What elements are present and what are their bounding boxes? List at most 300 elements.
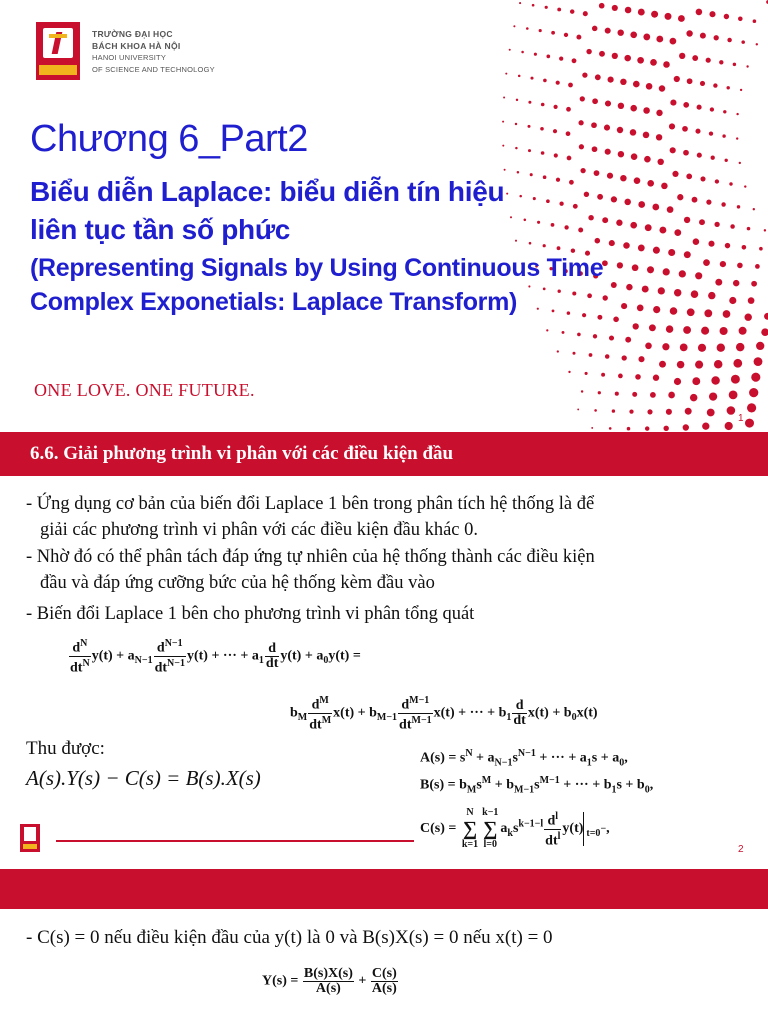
decorative-dot: [537, 308, 539, 310]
decorative-dot: [505, 73, 507, 75]
decorative-dot: [737, 263, 743, 269]
decorative-dot: [680, 344, 688, 352]
decorative-dot: [710, 107, 714, 111]
decorative-dot: [618, 103, 624, 109]
decorative-dot: [708, 241, 714, 247]
decorative-dot: [532, 4, 535, 7]
decorative-dot: [540, 127, 544, 131]
decorative-dot: [612, 5, 618, 11]
decorative-dot: [612, 53, 618, 59]
decorative-dot: [674, 76, 680, 82]
decorative-dot: [717, 344, 725, 352]
decorative-dot: [598, 391, 601, 394]
decorative-dot: [744, 185, 746, 187]
decorative-dot: [674, 378, 681, 385]
decorative-dot: [756, 342, 764, 350]
decorative-dot: [736, 343, 744, 351]
decorative-dot: [579, 144, 584, 149]
decorative-dot: [630, 129, 637, 136]
decorative-dot: [566, 107, 571, 112]
slide-3-bullet: - C(s) = 0 nếu điều kiện đầu của y(t) là 0 và B(s)X(s) = 0 nếu x(t) = 0: [26, 927, 553, 948]
decorative-dot: [764, 229, 766, 231]
decorative-dot: [733, 280, 739, 286]
decorative-dot: [557, 8, 561, 12]
decorative-dot: [658, 287, 665, 294]
differential-equation-left: $\frac{d^N}{dt^N}$ $y(t) + a_{N-1}$ $\frac{d^{N-1}}{dt^{N-1}}$ y(t) + ··· + $a_1$ $\frac{d}{dt}$ $y(t) + a_0y(t)$ =: [70, 638, 361, 676]
decorative-dot: [754, 357, 763, 366]
decorative-dot: [592, 98, 598, 104]
decorative-dot: [707, 409, 715, 417]
decorative-dot: [617, 262, 623, 268]
section-title: 6.6. Giải phương trình vi phân với các điều kiện đầu: [30, 443, 454, 464]
decorative-dot: [618, 151, 624, 157]
decorative-dot: [742, 245, 747, 250]
decorative-dot: [759, 247, 763, 251]
slide-3-header-band: [0, 869, 768, 909]
bullet-1-line-2: giải các phương trình vi phân với các điều kiện đầu khác 0.: [40, 520, 478, 540]
decorative-dot: [645, 342, 652, 349]
decorative-dot: [670, 147, 676, 153]
decorative-dot: [725, 422, 733, 430]
decorative-dot: [663, 61, 670, 68]
decorative-dot: [652, 204, 659, 211]
page-number-2: 2: [738, 844, 744, 855]
decorative-dot: [597, 315, 602, 320]
section-header: [0, 432, 768, 476]
decorative-dot: [647, 409, 652, 414]
decorative-dot: [526, 27, 529, 30]
decorative-dot: [602, 295, 607, 300]
decorative-dot: [740, 89, 742, 91]
decorative-dot: [631, 153, 638, 160]
decorative-dot: [739, 162, 741, 164]
decorative-dot: [515, 123, 517, 125]
decorative-dot: [683, 424, 689, 430]
decorative-dot: [670, 38, 677, 45]
decorative-dot: [747, 227, 751, 231]
decorative-dot: [642, 286, 649, 293]
decorative-dot: [568, 83, 573, 88]
decorative-dot: [659, 361, 666, 368]
decorative-dot: [519, 195, 522, 198]
decorative-dot: [713, 83, 717, 87]
decorative-dot: [749, 388, 758, 397]
decorative-dot: [554, 153, 558, 157]
decorative-dot: [668, 392, 675, 399]
decorative-dot: [745, 419, 754, 428]
decorative-dot: [556, 178, 560, 182]
result-equation: A(s).Y(s) − C(s) = B(s).X(s): [26, 766, 261, 790]
decorative-dot: [630, 31, 637, 38]
decorative-dot: [659, 85, 665, 91]
decorative-dot: [591, 122, 597, 128]
decorative-dot: [528, 101, 531, 104]
decorative-dot: [709, 131, 713, 135]
decorative-dot: [593, 334, 597, 338]
decorative-dot: [623, 242, 630, 249]
decorative-dot: [692, 197, 698, 203]
decorative-dot: [708, 292, 715, 299]
decorative-dot: [605, 100, 611, 106]
decorative-dot: [657, 159, 663, 165]
decorative-dot: [647, 180, 654, 187]
decorative-dot: [615, 392, 619, 396]
decorative-dot: [629, 409, 633, 413]
decorative-dot: [736, 137, 738, 139]
decorative-dot: [693, 238, 700, 245]
decorative-dot: [517, 171, 520, 174]
decorative-dot: [637, 57, 644, 64]
decorative-dot: [587, 293, 592, 298]
subtitle-line-1: Biểu diễn Laplace: biểu diễn tín hiệu: [30, 176, 505, 207]
decorative-dot: [599, 3, 605, 9]
decorative-dot: [583, 11, 588, 16]
decorative-dot: [541, 103, 545, 107]
decorative-dot: [584, 192, 589, 197]
decorative-dot: [620, 175, 626, 181]
decorative-dot: [521, 51, 524, 54]
decorative-dot: [577, 408, 579, 410]
decorative-dot: [674, 289, 681, 296]
decorative-dot: [556, 81, 560, 85]
decorative-dot: [589, 353, 593, 357]
decorative-dot: [761, 328, 768, 336]
decorative-dot: [720, 327, 728, 335]
decorative-dot: [723, 110, 726, 113]
decorative-dot: [573, 204, 578, 209]
decorative-dot: [697, 153, 702, 158]
decorative-dot: [727, 38, 731, 42]
decorative-dot: [537, 221, 540, 224]
decorative-dot: [684, 217, 690, 223]
decorative-dot: [546, 329, 548, 331]
decorative-dot: [637, 305, 644, 312]
decorative-dot: [594, 409, 597, 412]
decorative-dot: [682, 126, 688, 132]
decorative-dot: [502, 145, 504, 147]
decorative-dot: [647, 266, 654, 273]
decorative-dot: [558, 290, 561, 293]
decorative-dot: [662, 343, 669, 350]
decorative-dot: [665, 13, 672, 20]
decorative-dot: [646, 83, 653, 90]
decorative-dot: [513, 25, 515, 27]
decorative-dot: [755, 264, 760, 269]
decorative-dot: [570, 9, 574, 13]
decorative-dot: [643, 132, 650, 139]
output-transform-equation: Y(s) = $\frac{B(s)X(s)}{A(s)}$ + $\frac{C(s)}{A(s)}$: [262, 966, 397, 996]
decorative-dot: [687, 308, 695, 316]
decorative-dot: [595, 74, 601, 80]
decorative-dot: [580, 168, 585, 173]
decorative-dot: [611, 196, 617, 202]
decorative-dot: [543, 79, 547, 83]
decorative-dot: [546, 199, 550, 203]
decorative-dot: [633, 323, 639, 329]
decorative-dot: [656, 134, 662, 140]
decorative-dot: [630, 105, 637, 112]
decorative-dot: [602, 217, 608, 223]
decorative-dot: [618, 30, 624, 36]
decorative-dot: [597, 194, 603, 200]
decorative-dot: [585, 372, 588, 375]
title-slide: [0, 0, 768, 432]
decorative-dot: [670, 307, 678, 315]
decorative-dot: [506, 193, 508, 195]
decorative-dot: [663, 426, 668, 431]
bullet-1-line-1: - Ứng dụng cơ bản của biến đổi Laplace 1 bên trong phân tích hệ thống là để: [26, 494, 595, 514]
decorative-dot: [720, 261, 726, 267]
decorative-dot: [695, 361, 703, 369]
decorative-dot: [625, 337, 631, 343]
decorative-dot: [725, 159, 728, 162]
decorative-dot: [580, 96, 585, 101]
decorative-dot: [572, 291, 576, 295]
decorative-dot: [738, 17, 743, 22]
decorative-dot: [543, 175, 547, 179]
decorative-dot: [746, 65, 748, 67]
decorative-dot: [701, 327, 709, 335]
university-line-1: TRƯỜNG ĐẠI HỌC: [92, 29, 173, 39]
university-line-2: BÁCH KHOA HÀ NỘI: [92, 41, 181, 51]
decorative-dot: [700, 81, 705, 86]
decorative-dot: [729, 297, 736, 304]
decorative-dot: [714, 35, 719, 40]
decorative-dot: [668, 249, 675, 256]
decorative-dot: [564, 33, 568, 37]
decorative-dot: [559, 202, 563, 206]
decorative-dot: [638, 356, 644, 362]
content-slide: [0, 432, 768, 869]
decorative-dot: [649, 324, 656, 331]
decorative-dot: [576, 35, 581, 40]
decorative-dot: [609, 427, 612, 430]
decorative-dot: [699, 219, 705, 225]
decorative-dot: [692, 55, 698, 61]
decorative-dot: [632, 264, 639, 271]
decorative-dot: [715, 279, 722, 286]
decorative-dot: [721, 202, 725, 206]
decorative-dot: [601, 373, 605, 377]
polynomial-c: C(s) = N ∑ k=1 k−1 ∑ l=0 $a_ks^{k-1-l}$ $\frac{d^l}{dt^l}$ y(t) $_{t=0^-}$,: [420, 807, 610, 850]
decorative-dot: [729, 182, 732, 185]
decorative-dot: [714, 222, 719, 227]
decorative-dot: [729, 390, 738, 399]
decorative-dot: [643, 107, 650, 114]
decorative-dot: [704, 309, 712, 317]
decorative-dot: [702, 423, 709, 430]
decorative-dot: [551, 223, 555, 227]
polynomial-b: $B(s) = b_Ms^M + b_{M-1}s^{M-1}$ + ··· + $b_1s + b_0$,: [420, 775, 654, 796]
decorative-dot: [543, 288, 546, 291]
decorative-dot: [516, 99, 518, 101]
decorative-dot: [539, 29, 542, 32]
decorative-dot: [533, 197, 536, 200]
decorative-dot: [519, 2, 521, 4]
decorative-dot: [502, 121, 504, 123]
decorative-dot: [578, 228, 583, 233]
decorative-dot: [633, 81, 640, 88]
decorative-dot: [677, 194, 683, 200]
decorative-dot: [635, 374, 641, 380]
decorative-dot: [737, 205, 740, 208]
decorative-dot: [687, 78, 693, 84]
decorative-dot: [608, 77, 614, 83]
decorative-dot: [572, 352, 575, 355]
decorative-dot: [719, 60, 723, 64]
decorative-dot: [524, 219, 527, 222]
decorative-dot: [677, 361, 685, 369]
decorative-dot: [700, 33, 706, 39]
decorative-dot: [518, 75, 521, 78]
decorative-dot: [686, 174, 692, 180]
decorative-dot: [530, 77, 533, 80]
decorative-dot: [691, 290, 699, 298]
decorative-dot: [683, 150, 689, 156]
decorative-dot: [679, 270, 686, 277]
decorative-dot: [613, 316, 619, 322]
decorative-dot: [618, 374, 623, 379]
tagline: ONE LOVE. ONE FUTURE.: [34, 380, 255, 400]
chapter-title: Chương 6_Part2: [30, 118, 308, 160]
decorative-dot: [731, 375, 740, 384]
decorative-dot: [527, 125, 530, 128]
bullet-3: - Biến đổi Laplace 1 bên cho phương trình vi phân tổng quát: [26, 604, 475, 624]
decorative-dot: [672, 171, 678, 177]
decorative-dot: [739, 327, 747, 335]
decorative-dot: [551, 31, 555, 35]
decorative-dot: [632, 392, 637, 397]
decorative-dot: [724, 14, 729, 19]
decorative-dot: [559, 56, 563, 60]
decorative-dot: [564, 225, 568, 229]
decorative-dot: [586, 49, 591, 54]
decorative-dot: [638, 9, 645, 16]
decorative-dot: [645, 224, 652, 231]
decorative-dot: [751, 281, 757, 287]
decorative-dot: [611, 282, 617, 288]
decorative-dot: [609, 335, 614, 340]
decorative-dot: [578, 120, 583, 125]
decorative-dot: [630, 222, 637, 229]
decorative-dot: [753, 19, 757, 23]
subtitle-line-2: liên tục tần số phức: [30, 214, 291, 245]
decorative-dot: [711, 376, 719, 384]
university-line-4: OF SCIENCE AND TECHNOLOGY: [92, 65, 215, 74]
decorative-dot: [686, 30, 692, 36]
decorative-dot: [571, 248, 575, 252]
decorative-dot: [751, 373, 760, 382]
decorative-dot: [709, 392, 717, 400]
decorative-dot: [622, 355, 627, 360]
decorative-dot: [656, 110, 662, 116]
decorative-dot: [730, 224, 735, 229]
decorative-dot: [764, 313, 768, 320]
decorative-dot: [607, 173, 613, 179]
decorative-dot: [709, 11, 715, 17]
decorative-dot: [733, 63, 736, 66]
decorative-dot: [562, 331, 565, 334]
decorative-dot: [650, 392, 656, 398]
decorative-dot: [624, 199, 631, 206]
decorative-dot: [503, 97, 505, 99]
decorative-dot: [557, 246, 561, 250]
decorative-dot: [638, 201, 645, 208]
decorative-dot: [504, 169, 506, 171]
decorative-dot: [741, 40, 745, 44]
decorative-dot: [653, 306, 660, 313]
decorative-dot: [557, 350, 559, 352]
decorative-dot: [581, 390, 583, 392]
decorative-dot: [592, 26, 598, 32]
decorative-dot: [645, 426, 649, 430]
decorative-dot: [653, 375, 659, 381]
decorative-dot: [700, 176, 705, 181]
decorative-dot: [695, 129, 700, 134]
decorative-dot: [711, 156, 715, 160]
decorative-dot: [703, 259, 710, 266]
decorative-dot: [666, 409, 672, 415]
decorative-dot: [510, 216, 512, 218]
decorative-dot: [690, 394, 698, 402]
decorative-dot: [528, 149, 531, 152]
university-name: [92, 28, 215, 76]
decorative-dot: [567, 156, 572, 161]
decorative-dot: [663, 268, 670, 275]
decorative-dot: [528, 285, 530, 287]
decorative-dot: [545, 6, 548, 9]
decorative-dot: [594, 170, 600, 176]
decorative-dot: [714, 360, 723, 369]
decorative-dot: [530, 173, 533, 176]
decorative-dot: [736, 113, 738, 115]
decorative-dot: [624, 55, 631, 62]
decorative-dot: [670, 100, 676, 106]
decorative-dot: [515, 240, 517, 242]
decorative-dot: [651, 11, 658, 18]
bullet-2-line-1: - Nhờ đó có thể phân tách đáp ứng tự nhiên của hệ thống thành các điều kiện: [26, 547, 595, 567]
decorative-dot: [659, 227, 666, 234]
decorative-dot: [744, 313, 751, 320]
decorative-dot: [669, 123, 675, 129]
footer-divider: [56, 840, 414, 842]
decorative-dot: [515, 147, 517, 149]
decorative-dot: [541, 151, 545, 155]
decorative-dot: [679, 53, 685, 59]
decorative-dot: [546, 55, 550, 59]
decorative-dot: [726, 86, 729, 89]
decorative-dot: [609, 240, 615, 246]
decorative-dot: [627, 427, 631, 431]
decorative-dot: [591, 427, 593, 429]
decorative-dot: [678, 15, 685, 22]
result-label: Thu được:: [26, 738, 105, 759]
decorative-dot: [552, 309, 555, 312]
subtitle-line-3: (Representing Signals by Using Continuous Time: [30, 254, 604, 282]
decorative-dot: [569, 180, 574, 185]
decorative-dot: [674, 229, 681, 236]
decorative-dot: [656, 36, 663, 43]
university-line-3: HANOI UNIVERSITY: [92, 53, 167, 62]
decorative-dot: [509, 49, 511, 51]
decorative-dot: [616, 220, 622, 226]
polynomial-a: $A(s) = s^N + a_{N-1}s^{N-1}$ + ··· + $a_1s + a_0$,: [420, 748, 628, 769]
decorative-dot: [644, 156, 651, 163]
decorative-dot: [638, 244, 645, 251]
decorative-dot: [554, 105, 558, 109]
decorative-dot: [626, 284, 632, 290]
decorative-dot: [568, 371, 570, 373]
